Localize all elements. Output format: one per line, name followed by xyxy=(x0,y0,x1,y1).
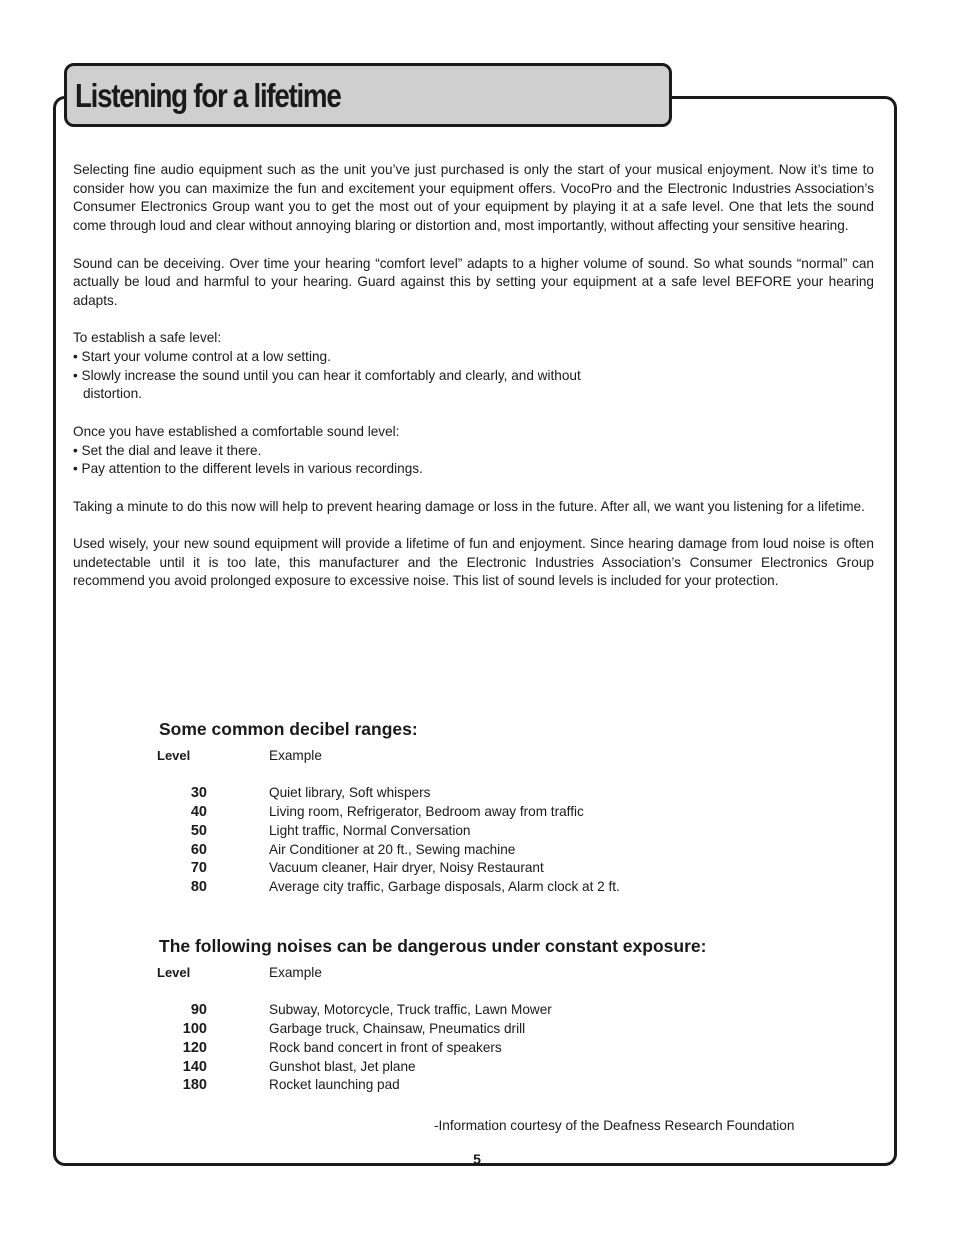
level-value: 30 xyxy=(190,785,207,802)
example-value: Air Conditioner at 20 ft., Sewing machine xyxy=(269,841,516,857)
example-value: Rock band concert in front of speakers xyxy=(269,1039,502,1055)
comfortable-level-bullet-2: • Pay attention to the different levels in various recordings. xyxy=(73,461,423,477)
level-value: 40 xyxy=(190,804,207,821)
level-column-header: Level xyxy=(157,748,191,763)
level-value: 60 xyxy=(190,841,207,858)
level-value: 180 xyxy=(182,1077,207,1094)
safe-level-list xyxy=(73,329,874,404)
dangerous-table-header xyxy=(157,964,857,983)
table-row xyxy=(157,1001,857,1020)
common-decibel-heading: Some common decibel ranges: xyxy=(159,719,418,739)
paragraph-deceiving: Sound can be deceiving. Over time your hearing “comfort level” adapts to a higher volume of sound. So what sounds “normal” can actually be loud and harmful to your hearing. Guard against this by setting your equipment at a safe level BEFORE your hearing adapts. xyxy=(73,255,874,308)
dangerous-noise-heading: The following noises can be dangerous under constant exposure: xyxy=(159,936,707,956)
dangerous-noise-section xyxy=(157,935,857,1095)
table-row xyxy=(157,1076,857,1095)
level-value: 50 xyxy=(190,822,207,839)
example-value: Quiet library, Soft whispers xyxy=(269,785,431,801)
safe-level-bullet-2: • Slowly increase the sound until you can hear it comfortably and clearly, and without xyxy=(73,367,581,383)
example-value: Light traffic, Normal Conversation xyxy=(269,822,471,838)
example-value: Living room, Refrigerator, Bedroom away from traffic xyxy=(269,804,584,820)
safe-level-bullet-1: • Start your volume control at a low setting. xyxy=(73,349,331,364)
table-row xyxy=(157,784,797,803)
comfortable-level-bullet-1: • Set the dial and leave it there. xyxy=(73,442,262,458)
source-credit: -Information courtesy of the Deafness Research Foundation xyxy=(434,1118,795,1133)
safe-level-bullet-2-cont: distortion. xyxy=(83,386,142,402)
dangerous-table-rows xyxy=(157,1001,857,1095)
safe-level-lead: To establish a safe level: xyxy=(73,330,222,346)
common-decibel-section xyxy=(157,718,797,897)
page-title: Listening for a lifetime xyxy=(75,77,341,114)
example-value: Gunshot blast, Jet plane xyxy=(269,1058,416,1074)
table-row xyxy=(157,1039,857,1058)
table-row xyxy=(157,803,797,822)
table-row xyxy=(157,841,797,860)
table-row xyxy=(157,878,797,897)
paragraph-used-wisely: Used wisely, your new sound equipment will provide a lifetime of fun and enjoyment. Since hearing damage from loud noise is often undetectable until it is too late, this manufacturer and the Electronic Industries Association’s Consumer Electronics Group recommend you avoid prolonged exposure to excessive noise. This list of sound levels is included for your protection. xyxy=(73,535,874,589)
common-table-header xyxy=(157,747,797,766)
level-value: 90 xyxy=(190,1002,207,1019)
level-value: 140 xyxy=(182,1058,207,1075)
example-value: Vacuum cleaner, Hair dryer, Noisy Restaurant xyxy=(269,860,544,876)
level-value: 70 xyxy=(190,860,207,877)
example-value: Subway, Motorcycle, Truck traffic, Lawn Mower xyxy=(269,1002,552,1018)
level-value: 100 xyxy=(182,1021,207,1038)
comfortable-level-lead: Once you have established a comfortable sound level: xyxy=(73,423,400,439)
table-row xyxy=(157,1020,857,1039)
level-value: 80 xyxy=(190,878,207,895)
comfortable-level-list xyxy=(73,423,874,479)
table-row xyxy=(157,1058,857,1077)
paragraph-intro: Selecting fine audio equipment such as the unit you’ve just purchased is only the start of your musical enjoyment. Now it’s time to consider how you can maximize the fun and excitement your equipment offers. VocoPro and the Electronic Industries Association’s Consumer Electronics Group want you to get the most out of your equipment by playing it at a safe level. One that lets the sound come through loud and clear without annoying blaring or distortion and, most importantly, without affecting your sensitive hearing. xyxy=(73,162,874,234)
intro-text xyxy=(73,161,874,610)
title-banner xyxy=(64,63,672,127)
common-table-rows xyxy=(157,784,797,896)
page-number: 5 xyxy=(473,1151,481,1167)
paragraph-minute: Taking a minute to do this now will help to prevent hearing damage or loss in the future. After all, we want you listening for a lifetime. xyxy=(73,498,865,514)
example-value: Rocket launching pad xyxy=(269,1077,400,1093)
level-value: 120 xyxy=(182,1039,207,1056)
example-value: Garbage truck, Chainsaw, Pneumatics drill xyxy=(269,1021,526,1037)
example-value: Average city traffic, Garbage disposals, Alarm clock at 2 ft. xyxy=(269,878,620,894)
table-row xyxy=(157,859,797,878)
table-row xyxy=(157,822,797,841)
level-column-header: Level xyxy=(157,965,191,980)
example-column-header: Example xyxy=(269,748,322,763)
example-column-header: Example xyxy=(269,965,322,980)
